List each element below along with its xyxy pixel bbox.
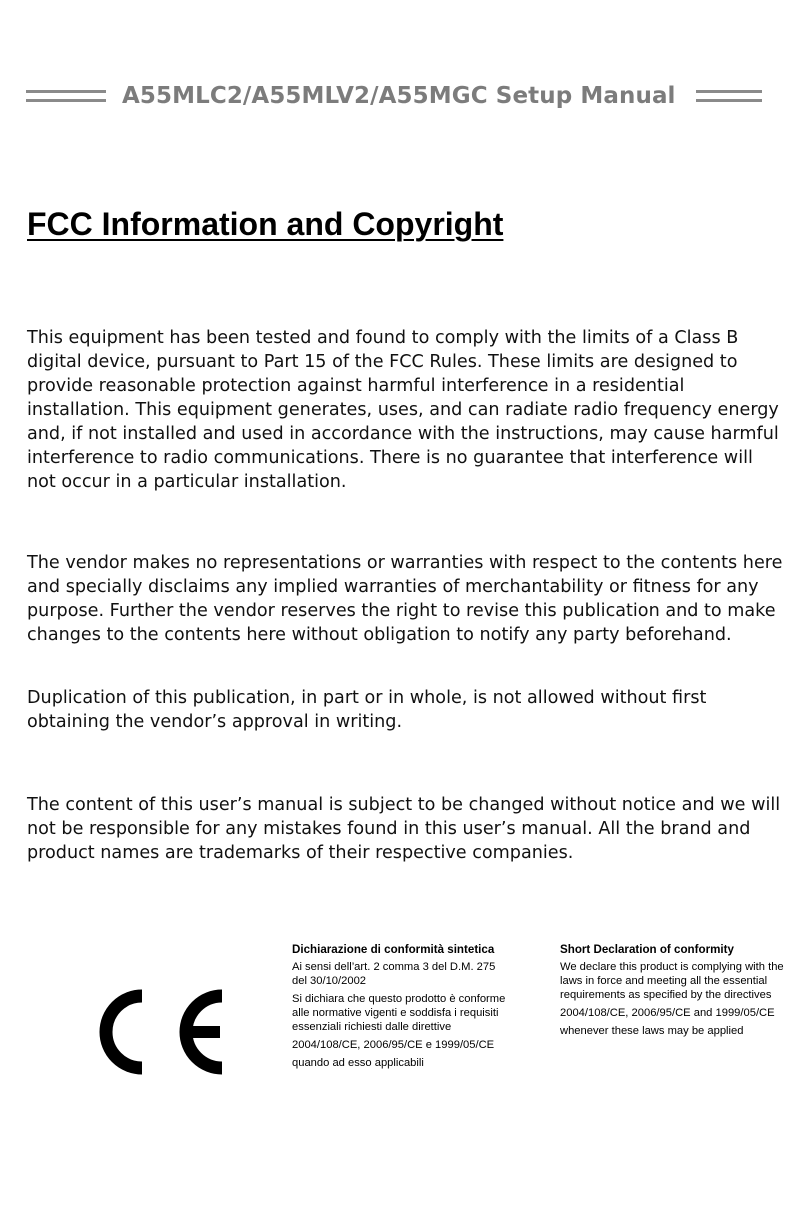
header-title: A55MLC2/A55MLV2/A55MGC Setup Manual: [122, 83, 676, 109]
declaration-italian-line: Si dichiara che questo prodotto è conforme alle normative vigenti e soddisfa i requisiti essenziali richiesti dalle direttive: [292, 993, 506, 1033]
warranty-disclaimer-paragraph: The vendor makes no representations or warranties with respect to the contents here and specially disclaims any implied warranties of merchantability or fitness for any purpose. Further the vendor reserves the right to revise this publication and to make changes to the contents here without obligation to notify any party beforehand.: [27, 553, 783, 645]
declaration-italian-line: Ai sensi dell’art. 2 comma 3 del D.M. 275 del 30/10/2002: [292, 961, 496, 987]
declaration-english: [560, 943, 786, 1042]
declaration-english-line: 2004/108/CE, 2006/95/CE and 1999/05/CE: [560, 1007, 775, 1019]
declaration-italian-title: Dichiarazione di conformità sintetica: [292, 943, 495, 956]
running-header: [26, 78, 776, 114]
duplication-paragraph: Duplication of this publication, in part or in whole, is not allowed without first obtaining the vendor’s approval in writing.: [27, 688, 707, 732]
declaration-italian-line: quando ad esso applicabili: [292, 1057, 424, 1069]
declaration-english-line: whenever these laws may be applied: [560, 1025, 744, 1037]
fcc-compliance-paragraph: This equipment has been tested and found to comply with the limits of a Class B digital device, pursuant to Part 15 of the FCC Rules. These limits are designed to provide reasonable protection against harmful interference in a residential installation. This equipment generates, uses, and can radiate radio frequency energy and, if not installed and used in accordance with the instructions, may cause harmful interference to radio communications. There is no guarantee that interference will not occur in a particular installation.: [27, 328, 779, 492]
declaration-english-title: Short Declaration of conformity: [560, 943, 734, 956]
ce-mark-icon: [98, 988, 234, 1076]
trademark-paragraph: The content of this user’s manual is subject to be changed without notice and we will not be responsible for any mistakes found in this user’s manual. All the brand and product names are trademarks of their respective companies.: [27, 795, 781, 863]
declaration-english-line: We declare this product is complying with the laws in force and meeting all the essential requirements as specified by the directives: [560, 961, 784, 1001]
declaration-italian: [292, 943, 508, 1074]
declaration-italian-line: 2004/108/CE, 2006/95/CE e 1999/05/CE: [292, 1039, 495, 1051]
page-title: FCC Information and Copyright: [27, 206, 504, 242]
header-rule-right: [696, 90, 762, 102]
header-rule-left: [26, 90, 106, 102]
